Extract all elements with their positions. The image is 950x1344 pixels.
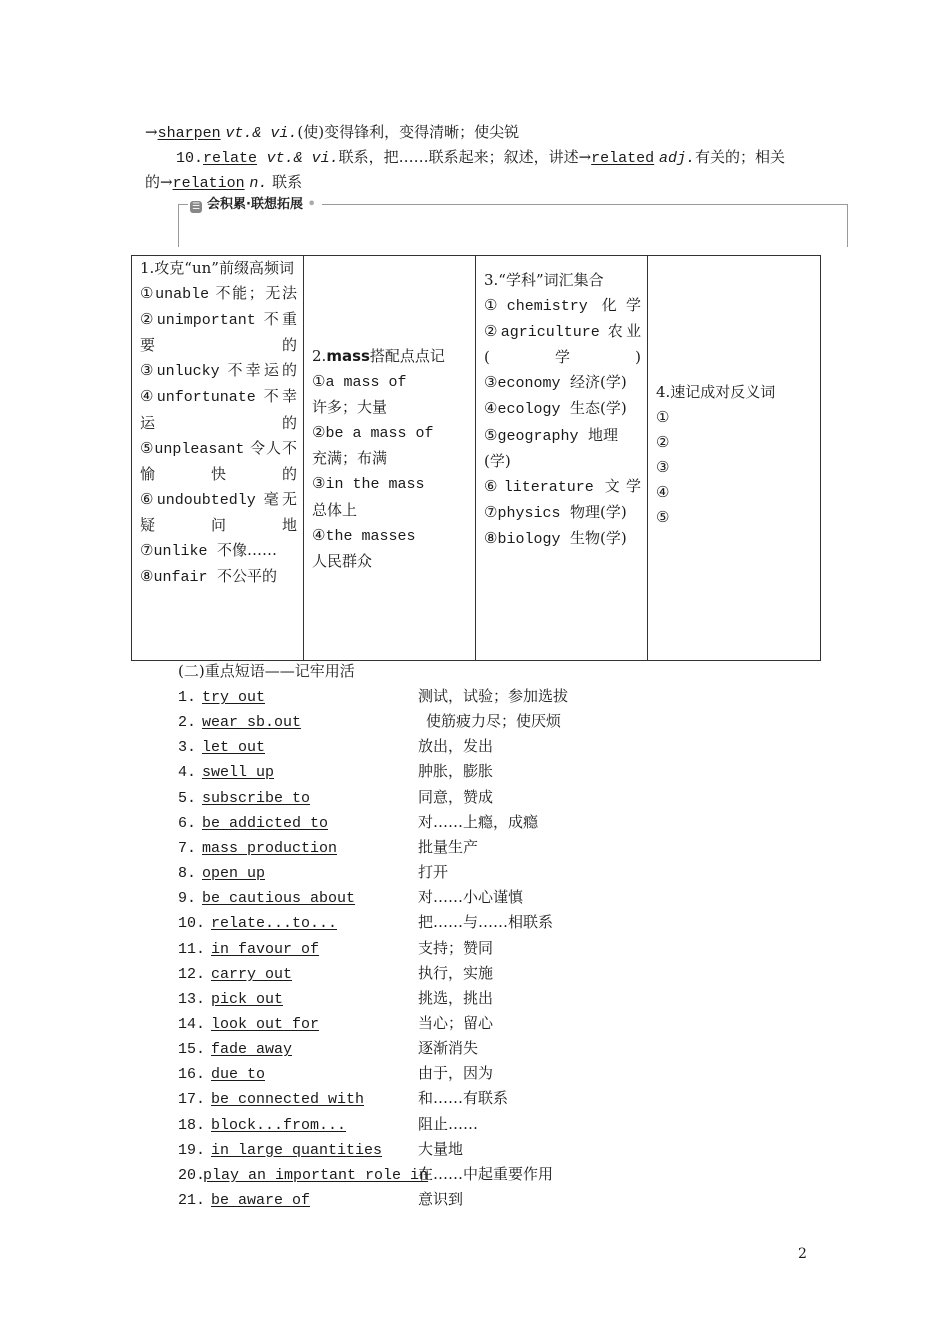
phrase-zh: 肿胀，膨胀 xyxy=(418,762,494,781)
item-en: ③unlucky xyxy=(140,363,220,381)
item-zh: 总体上 xyxy=(312,500,358,519)
phrase-row xyxy=(178,734,818,760)
page-number: 2 xyxy=(798,1246,807,1262)
phrase-row xyxy=(178,835,818,861)
item-en: ⑧unfair xyxy=(140,569,208,587)
phrase-number: 21. xyxy=(178,1192,206,1209)
word-sharpen: sharpen xyxy=(157,125,221,142)
item-en: ⑥literature xyxy=(484,478,594,496)
item-zh: 毫无疑问地 xyxy=(140,489,297,534)
phrase-row xyxy=(178,986,818,1012)
phrase-zh: 同意，赞成 xyxy=(418,787,494,806)
phrase-zh: 使筋疲力尽；使厌烦 xyxy=(426,712,562,731)
phrase-en: due to xyxy=(211,1066,266,1084)
blank-item: ② xyxy=(656,433,670,452)
col-title xyxy=(312,344,469,369)
phrase-number: 11. xyxy=(178,940,206,958)
phrase-en: be aware of xyxy=(211,1192,311,1209)
section-banner xyxy=(178,196,848,248)
phrase-en: block...from... xyxy=(211,1116,347,1134)
phrase-number: 4. xyxy=(178,764,197,782)
phrase-zh: 大量地 xyxy=(418,1139,464,1158)
phrase-en: be addicted to xyxy=(202,814,329,832)
arrow-glyph: → xyxy=(145,123,158,141)
entry-number: 10. xyxy=(176,150,204,167)
phrase-en: wear sb.out xyxy=(202,714,302,732)
banner-title-text: 会积累·联想拓展 xyxy=(207,197,303,212)
phrase-en: subscribe to xyxy=(202,789,311,807)
item-zh: 不像…… xyxy=(217,541,278,560)
item-en: ④the masses xyxy=(312,527,416,545)
definition: 有关的；相关 xyxy=(694,148,785,166)
phrase-number: 14. xyxy=(178,1015,206,1033)
phrase-row xyxy=(178,1187,818,1213)
list-icon: ☰ xyxy=(191,202,201,212)
item-zh: 生态(学) xyxy=(570,399,627,418)
phrase-number: 3. xyxy=(178,739,197,757)
col-title: 4.速记成对反义词 xyxy=(656,383,776,401)
blank-item: ① xyxy=(656,408,670,427)
phrase-en: in large quantities xyxy=(211,1141,383,1159)
phrase-zh: 逐渐消失 xyxy=(418,1039,479,1058)
phrase-en: relate...to... xyxy=(211,915,338,933)
phrase-zh: 在……中起重要作用 xyxy=(418,1164,554,1183)
definition: (使)变得锋利，变得清晰；使尖锐 xyxy=(297,123,520,141)
item-zh: 人民群众 xyxy=(312,551,373,570)
phrase-number: 20. xyxy=(178,1166,206,1184)
definition: 联系 xyxy=(272,173,303,191)
item-en: ②agriculture xyxy=(484,324,600,342)
phrase-row xyxy=(178,1061,818,1087)
item-zh: 物理(学) xyxy=(570,502,627,521)
item-zh: 农业(学) xyxy=(484,322,641,367)
phrase-zh: 支持；赞同 xyxy=(418,938,494,957)
item-zh: 不能；无法 xyxy=(215,284,297,303)
phrase-row xyxy=(178,910,818,936)
item-zh: 充满；布满 xyxy=(312,449,388,468)
phrase-zh: 放出，发出 xyxy=(418,737,494,756)
item-en: ①unable xyxy=(140,286,210,304)
phrase-row xyxy=(178,961,818,987)
phrase-zh: 把……与……相联系 xyxy=(418,913,554,932)
phrase-number: 19. xyxy=(178,1141,206,1159)
intro-line-relate xyxy=(176,145,785,171)
phrases-heading: (二)重点短语——记牢用活 xyxy=(178,662,355,680)
col-antonym-pairs xyxy=(648,256,821,661)
item-en: ⑦unlike xyxy=(140,543,208,561)
phrase-number: 6. xyxy=(178,814,197,832)
col-un-prefix xyxy=(132,256,304,661)
pos-label: vt.& vi. xyxy=(225,125,298,142)
phrase-zh: 由于，因为 xyxy=(418,1064,494,1083)
phrase-zh: 对……小心谨慎 xyxy=(418,888,524,907)
title-rest: 搭配点点记 xyxy=(369,347,445,365)
phrase-zh: 挑选，挑出 xyxy=(418,988,494,1007)
item-en: ⑥undoubtedly xyxy=(140,491,256,509)
phrase-en: be connected with xyxy=(211,1091,365,1109)
col-title: 1.攻克“un”前缀高频词 xyxy=(140,259,294,277)
phrase-zh: 测试，试验；参加选拔 xyxy=(418,687,569,705)
banner-title xyxy=(188,196,322,214)
phrase-number: 7. xyxy=(178,839,197,857)
item-zh: 不幸运的 xyxy=(227,361,297,380)
phrase-zh: 打开 xyxy=(418,863,449,882)
item-en: ③in the mass xyxy=(312,476,425,494)
phrase-number: 13. xyxy=(178,990,206,1008)
phrase-number: 8. xyxy=(178,865,197,883)
phrase-en: carry out xyxy=(211,965,293,983)
phrase-zh: 阻止…… xyxy=(418,1114,479,1133)
item-en: ⑤unpleasant xyxy=(140,440,245,458)
phrase-zh: 意识到 xyxy=(418,1190,464,1208)
phrase-number: 9. xyxy=(178,890,197,908)
prefix-text: 的→ xyxy=(145,173,173,191)
phrase-en: pick out xyxy=(211,990,284,1008)
word-relate: relate xyxy=(203,150,258,167)
item-zh: 经济(学) xyxy=(570,373,627,392)
item-en: ⑦physics xyxy=(484,504,561,522)
dot-ornament: • xyxy=(302,197,316,212)
item-zh: 地理(学) xyxy=(484,425,619,470)
col-mass-collocations xyxy=(304,256,476,661)
phrase-en: play an important role in xyxy=(203,1166,429,1184)
item-zh: 文学 xyxy=(604,476,641,495)
item-en: ③economy xyxy=(484,375,561,393)
phrase-zh: 和……有联系 xyxy=(418,1089,509,1108)
phrase-row xyxy=(178,1162,818,1188)
word-related: related xyxy=(591,150,655,167)
phrase-zh: 批量生产 xyxy=(418,837,479,856)
phrase-row xyxy=(178,1137,818,1163)
pos-label: adj. xyxy=(658,150,695,167)
phrase-row xyxy=(178,1086,818,1112)
phrase-zh: 对……上瘾，成瘾 xyxy=(418,812,539,831)
phrase-number: 5. xyxy=(178,789,197,807)
item-en: ④unfortunate xyxy=(140,389,256,407)
vocab-table xyxy=(131,255,821,661)
phrase-row xyxy=(178,860,818,886)
phrase-number: 15. xyxy=(178,1041,206,1059)
item-en: ①chemistry xyxy=(484,298,588,316)
phrase-en: open up xyxy=(202,865,266,883)
phrase-row xyxy=(178,684,818,710)
item-zh: 不公平的 xyxy=(217,567,278,586)
phrase-en: try out xyxy=(202,689,266,706)
intro-line-sharpen xyxy=(145,120,519,146)
phrase-row xyxy=(178,936,818,962)
item-zh: 化学 xyxy=(601,296,641,315)
item-en: ⑤geography xyxy=(484,427,579,445)
phrase-row xyxy=(178,709,818,735)
blank-item: ④ xyxy=(656,483,670,502)
item-zh: 不重要的 xyxy=(140,310,297,355)
item-zh: 令人不愉快的 xyxy=(140,438,297,483)
phrase-number: 1. xyxy=(178,689,197,706)
phrase-number: 17. xyxy=(178,1091,206,1109)
blank-item: ⑤ xyxy=(656,508,670,527)
item-en: ②unimportant xyxy=(140,312,256,330)
col-subject-vocab xyxy=(476,256,648,661)
phrase-en: swell up xyxy=(202,764,275,782)
phrase-en: in favour of xyxy=(211,940,320,958)
phrase-row xyxy=(178,785,818,811)
phrase-en: mass production xyxy=(202,839,338,857)
phrase-zh: 当心；留心 xyxy=(418,1013,494,1032)
blank-item: ③ xyxy=(656,458,670,477)
phrase-en: be cautious about xyxy=(202,890,356,908)
phrase-number: 18. xyxy=(178,1116,206,1134)
pos-label: n. xyxy=(249,175,268,192)
phrase-row xyxy=(178,810,818,836)
word-relation: relation xyxy=(172,175,245,192)
phrase-en: look out for xyxy=(211,1015,320,1033)
phrase-number: 16. xyxy=(178,1066,206,1084)
phrase-number: 10. xyxy=(178,915,206,933)
pos-label: vt.& vi. xyxy=(266,150,339,167)
title-num: 2. xyxy=(312,347,327,365)
phrase-row xyxy=(178,1011,818,1037)
phrase-number: 12. xyxy=(178,965,206,983)
phrase-row xyxy=(178,759,818,785)
phrase-zh: 执行，实施 xyxy=(418,963,494,982)
item-en: ⑧biology xyxy=(484,530,561,548)
intro-line-relation xyxy=(145,170,302,196)
item-en: ①a mass of xyxy=(312,374,407,392)
item-en: ②be a mass of xyxy=(312,425,434,443)
phrase-row xyxy=(178,1036,818,1062)
phrase-row xyxy=(178,885,818,911)
col-title: 3.“学科”词汇集合 xyxy=(484,271,604,289)
item-zh: 许多；大量 xyxy=(312,398,388,417)
item-zh: 不幸运的 xyxy=(140,387,297,432)
phrase-en: let out xyxy=(202,739,266,757)
item-en: ④ecology xyxy=(484,401,561,419)
definition: 联系，把……联系起来；叙述，讲述→ xyxy=(338,148,592,166)
item-zh: 生物(学) xyxy=(570,528,627,547)
phrase-number: 2. xyxy=(178,714,197,732)
phrase-en: fade away xyxy=(211,1041,293,1059)
title-word: mass xyxy=(326,347,370,365)
phrase-row xyxy=(178,1112,818,1138)
